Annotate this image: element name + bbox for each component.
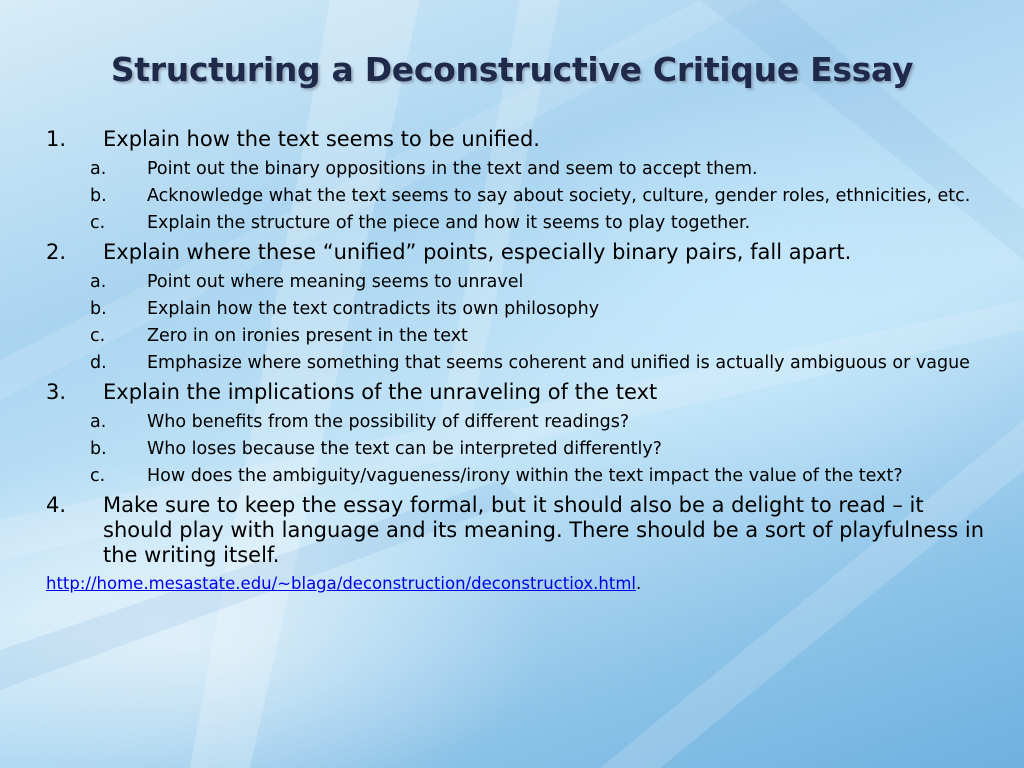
- sub-list-item: [46, 273, 996, 292]
- sub-item-text: Emphasize where something that seems coherent and unified is actually ambiguous or vague: [147, 353, 970, 373]
- source-link[interactable]: http://home.mesastate.edu/~blaga/deconstruction/deconstructiox.html: [46, 574, 636, 593]
- sub-item-text: Point out where meaning seems to unravel: [147, 272, 524, 292]
- list-item: [46, 380, 996, 405]
- list-item-number: 1.: [46, 127, 67, 151]
- list-item-text: Explain how the text seems to be unified.: [103, 127, 540, 151]
- source-link-period: .: [635, 574, 642, 593]
- sub-item-text: Who loses because the text can be interpreted differently?: [147, 439, 662, 459]
- sub-list-item: [46, 300, 996, 319]
- sub-list-item: [46, 467, 996, 486]
- sub-list-item: [46, 160, 996, 179]
- sub-item-text: Point out the binary oppositions in the text and seem to accept them.: [147, 159, 758, 179]
- sub-item-text: Acknowledge what the text seems to say about society, culture, gender roles, ethnicities, etc.: [147, 186, 971, 206]
- sub-item-text: Explain the structure of the piece and how it seems to play together.: [147, 213, 751, 233]
- list-item: [46, 127, 996, 152]
- sub-list-item: [46, 327, 996, 346]
- list-item-text: Make sure to keep the essay formal, but it should also be a delight to read – it should play with language and its meaning. There should be a sort of playfulness in the writing itself.: [103, 493, 985, 567]
- sub-item-letter: a.: [90, 272, 107, 292]
- list-item-number: 4.: [46, 493, 67, 517]
- sub-list-item: [46, 187, 996, 206]
- sub-item-letter: c.: [90, 213, 106, 233]
- slide-title: Structuring a Deconstructive Critique Essay: [110, 50, 914, 89]
- sub-item-text: How does the ambiguity/vagueness/irony within the text impact the value of the text?: [147, 466, 903, 486]
- outline-list: [46, 120, 996, 594]
- sub-list-item: [46, 440, 996, 459]
- list-item: [46, 240, 996, 265]
- list-item-number: 2.: [46, 240, 67, 264]
- sub-item-letter: a.: [90, 412, 107, 432]
- list-item-text: Explain the implications of the unraveling of the text: [103, 380, 658, 404]
- sub-item-letter: d.: [90, 353, 107, 373]
- sub-list-item: [46, 354, 996, 373]
- sub-item-text: Who benefits from the possibility of different readings?: [147, 412, 630, 432]
- sub-item-letter: b.: [90, 439, 107, 459]
- list-item-text: Explain where these “unified” points, especially binary pairs, fall apart.: [103, 240, 852, 264]
- sub-list-item: [46, 413, 996, 432]
- sub-item-letter: b.: [90, 186, 107, 206]
- sub-item-text: Zero in on ironies present in the text: [147, 326, 468, 346]
- list-item: [46, 493, 996, 568]
- sub-item-text: Explain how the text contradicts its own philosophy: [147, 299, 600, 319]
- source-citation: [46, 574, 996, 594]
- sub-item-letter: b.: [90, 299, 107, 319]
- sub-item-letter: c.: [90, 466, 106, 486]
- sub-item-letter: a.: [90, 159, 107, 179]
- sub-list-item: [46, 214, 996, 233]
- list-item-number: 3.: [46, 380, 67, 404]
- sub-item-letter: c.: [90, 326, 106, 346]
